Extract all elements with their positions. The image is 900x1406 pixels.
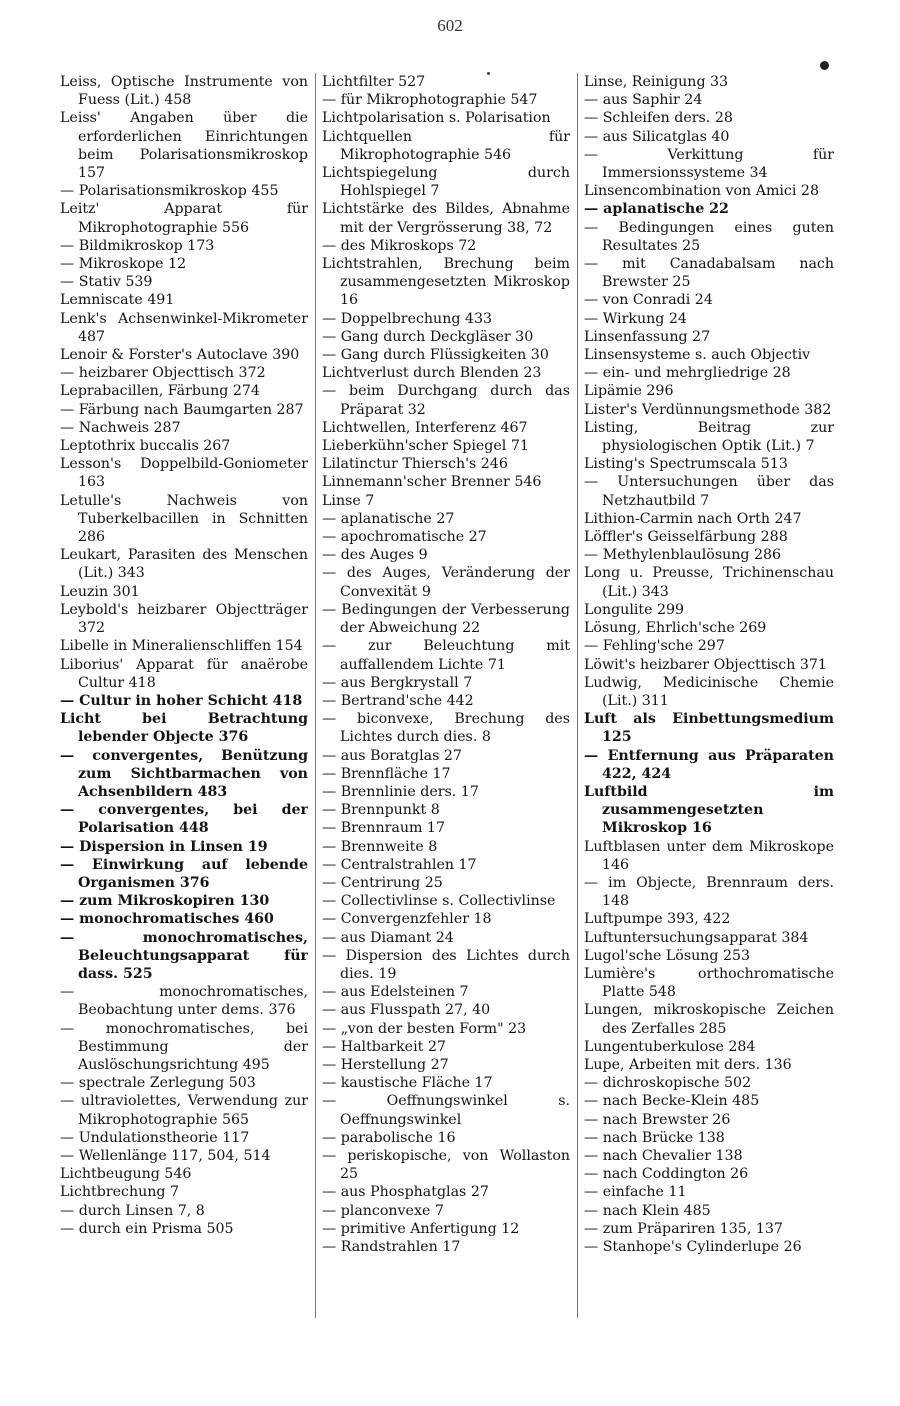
index-entry: — Brennfläche 17 [322, 765, 451, 782]
index-entry: — aus Boratglas 27 [322, 747, 462, 764]
index-entry: Linse, Reinigung 33 [584, 74, 729, 90]
index-entry: Lemniscate 491 [60, 292, 175, 309]
index-entry: Luftbild im zusammengesetzten Mikroskop 16 [584, 783, 834, 837]
index-entry: Lieberkühn'scher Spiegel 71 [322, 438, 529, 455]
index-entry: Löffler's Geisselfärbung 288 [584, 529, 788, 546]
index-entry: — monochromatisches, Beleuchtungsapparat für dass. 525 [60, 929, 308, 982]
index-entry: Lichtpolarisation s. Polarisation [322, 110, 551, 127]
index-entry: — aus Saphir 24 [584, 92, 703, 109]
index-entry: Linnemann'scher Brenner 546 [322, 474, 542, 491]
index-entry: Lichtstärke des Bildes, Abnahme mit der Vergrösserung 38, 72 [322, 201, 570, 236]
index-entry: — monochromatisches, bei Bestimmung der Auslöschungsrichtung 495 [60, 1020, 308, 1073]
index-entry: — Mikroskope 12 [60, 256, 187, 273]
index-entry: — biconvexe, Brechung des Lichtes durch dies. 8 [322, 711, 570, 746]
index-entry: — convergentes, Benützung zum Sichtbarmachen von Achsenbildern 483 [60, 747, 308, 800]
index-entry: — nach Klein 485 [584, 1202, 711, 1219]
index-entry: — heizbarer Objecttisch 372 [60, 365, 266, 382]
index-entry: Lenk's Achsenwinkel-Mikrometer 487 [60, 310, 308, 345]
index-entry: — Brennpunkt 8 [322, 802, 440, 819]
index-entry: — aus Phosphatglas 27 [322, 1184, 489, 1201]
index-entry: — aus Edelsteinen 7 [322, 984, 469, 1001]
index-entry: — Stanhope's Cylinderlupe 26 [584, 1239, 802, 1255]
index-entry: Leuzin 301 [60, 583, 140, 600]
index-entry: Lesson's Doppelbild-Goniometer 163 [60, 456, 308, 491]
index-entry: Longulite 299 [584, 601, 685, 618]
index-entry: Lichtspiegelung durch Hohlspiegel 7 [322, 165, 570, 200]
index-entry: Leukart, Parasiten des Menschen (Lit.) 343 [60, 547, 308, 582]
index-entry: Lithion-Carmin nach Orth 247 [584, 510, 802, 527]
index-entry: Leprabacillen, Färbung 274 [60, 383, 260, 400]
index-entry: Lichtverlust durch Blenden 23 [322, 365, 542, 382]
index-entry: — Centrirung 25 [322, 874, 443, 891]
index-entry: Luftblasen unter dem Mikroskope 146 [584, 838, 834, 873]
index-entry: Lichtbeugung 546 [60, 1166, 192, 1183]
index-entry: — Stativ 539 [60, 274, 153, 291]
index-entry: — Collectivlinse s. Collectivlinse [322, 893, 556, 910]
index-entry: — Haltbarkeit 27 [322, 1038, 446, 1055]
column-divider [315, 73, 316, 1318]
index-entry: — Bertrand'sche 442 [322, 692, 474, 709]
index-entry: — Dispersion in Linsen 19 [60, 838, 268, 855]
index-entry: — Fehling'sche 297 [584, 638, 725, 655]
index-entry: Luftuntersuchungsapparat 384 [584, 929, 809, 946]
index-entry: — „von der besten Form" 23 [322, 1020, 527, 1037]
index-entry: — Convergenzfehler 18 [322, 911, 492, 928]
index-entry: Lichtbrechung 7 [60, 1184, 179, 1201]
index-entry: — aus Diamant 24 [322, 929, 454, 946]
index-entry: — parabolische 16 [322, 1129, 456, 1146]
index-entry: Letulle's Nachweis von Tuberkelbacillen in Schnitten 286 [60, 492, 308, 546]
index-entry: — Doppelbrechung 433 [322, 310, 493, 327]
index-entry: Linsencombination von Amici 28 [584, 183, 819, 200]
index-entry: Linsensysteme s. auch Objectiv [584, 347, 811, 364]
index-entry: — Brennlinie ders. 17 [322, 783, 479, 800]
index-entry: — für Mikrophotographie 547 [322, 92, 538, 109]
index-entry: Lenoir & Forster's Autoclave 390 [60, 347, 300, 364]
index-entry: — aus Flusspath 27, 40 [322, 1002, 491, 1019]
index-entry: Lichtfilter 527 [322, 74, 426, 90]
index-entry: — Nachweis 287 [60, 419, 181, 436]
index-entry: Linsenfassung 27 [584, 328, 711, 345]
index-column-1 [60, 73, 308, 1323]
index-entry: — Oeffnungswinkel s. Oeffnungswinkel [322, 1093, 570, 1128]
index-entry: Listing, Beitrag zur physiologischen Optik (Lit.) 7 [584, 419, 834, 455]
index-entry: — nach Brücke 138 [584, 1129, 725, 1146]
ink-smudge [820, 61, 829, 70]
index-entry: — Verkittung für Immersionssysteme 34 [584, 146, 834, 182]
index-entry: — des Auges, Veränderung der Convexität 9 [322, 565, 570, 600]
index-entry: Lichtwellen, Interferenz 467 [322, 419, 528, 436]
index-entry: — convergentes, bei der Polarisation 448 [60, 802, 308, 837]
index-entry: Lilatinctur Thiersch's 246 [322, 456, 508, 473]
index-entry: — im Objecte, Brennraum ders. 148 [584, 874, 834, 910]
index-entry: Lungen, mikroskopische Zeichen des Zerfalles 285 [584, 1002, 834, 1037]
index-entry: — Färbung nach Baumgarten 287 [60, 401, 304, 418]
index-entry: Leptothrix buccalis 267 [60, 438, 231, 455]
index-entry: Lupe, Arbeiten mit ders. 136 [584, 1056, 792, 1073]
index-column-3 [584, 73, 834, 1323]
index-entry: — Undulationstheorie 117 [60, 1129, 250, 1146]
index-entry: Lösung, Ehrlich'sche 269 [584, 620, 767, 637]
index-entry: Licht bei Betrachtung lebender Objecte 376 [60, 711, 308, 746]
index-entry: — Bildmikroskop 173 [60, 237, 215, 254]
index-entry: — apochromatische 27 [322, 529, 487, 546]
index-entry: — des Mikroskops 72 [322, 237, 477, 254]
index-entry: Lister's Verdünnungsmethode 382 [584, 401, 832, 418]
index-entry: — nach Chevalier 138 [584, 1147, 743, 1164]
index-entry: — Entfernung aus Präparaten 422, 424 [584, 747, 834, 782]
index-entry: — Randstrahlen 17 [322, 1239, 461, 1255]
index-entry: — nach Becke-Klein 485 [584, 1093, 760, 1110]
index-entry: — planconvexe 7 [322, 1202, 444, 1219]
index-entry: — durch ein Prisma 505 [60, 1220, 234, 1237]
index-entry: — von Conradi 24 [584, 292, 713, 309]
index-entry: Löwit's heizbarer Objecttisch 371 [584, 656, 827, 673]
index-entry: — Gang durch Deckgläser 30 [322, 328, 534, 345]
index-entry: — Bedingungen der Verbesserung der Abweichung 22 [322, 601, 570, 637]
index-entry: Listing's Spectrumscala 513 [584, 456, 788, 473]
index-entry: Leiss, Optische Instrumente von Fuess (Lit.) 458 [60, 74, 308, 109]
index-entry: — Wellenlänge 117, 504, 514 [60, 1147, 271, 1164]
index-entry: Luft als Einbettungsmedium 125 [584, 711, 834, 746]
index-entry: Leiss' Angaben über die erforderlichen Einrichtungen beim Polarisationsmikroskop 157 [60, 110, 308, 182]
index-entry: — nach Coddington 26 [584, 1166, 749, 1183]
index-entry: Lumière's orthochromatische Platte 548 [584, 965, 834, 1001]
index-entry: — kaustische Fläche 17 [322, 1075, 493, 1092]
index-entry: — primitive Anfertigung 12 [322, 1220, 520, 1237]
index-entry: — aus Bergkrystall 7 [322, 674, 473, 691]
index-entry: Lugol'sche Lösung 253 [584, 947, 751, 964]
index-entry: — Untersuchungen über das Netzhautbild 7 [584, 474, 834, 509]
index-entry: — Bedingungen eines guten Resultates 25 [584, 219, 834, 254]
index-entry: Lipämie 296 [584, 383, 674, 400]
index-entry: — aplanatische 22 [584, 201, 729, 218]
index-entry: — zum Präpariren 135, 137 [584, 1220, 783, 1237]
index-entry: — Brennraum 17 [322, 820, 445, 837]
index-entry: Lichtquellen für Mikrophotographie 546 [322, 128, 570, 163]
index-entry: — Polarisationsmikroskop 455 [60, 183, 279, 200]
column-divider [577, 73, 578, 1318]
index-entry: — periskopische, von Wollaston 25 [322, 1147, 570, 1183]
index-entry: Lungentuberkulose 284 [584, 1038, 756, 1055]
index-entry: — Gang durch Flüssigkeiten 30 [322, 347, 549, 364]
index-entry: — spectrale Zerlegung 503 [60, 1075, 256, 1092]
index-entry: — Wirkung 24 [584, 310, 687, 327]
index-entry: — monochromatisches, Beobachtung unter dems. 376 [60, 984, 308, 1019]
index-entry: — zur Beleuchtung mit auffallendem Lichte 71 [322, 638, 570, 673]
index-entry: Lichtstrahlen, Brechung beim zusammengesetzten Mikroskop 16 [322, 256, 570, 309]
index-column-2 [322, 73, 570, 1323]
index-entry: Luftpumpe 393, 422 [584, 911, 731, 928]
index-entry: — Centralstrahlen 17 [322, 856, 477, 873]
index-entry: Linse 7 [322, 492, 375, 509]
index-entry: — zum Mikroskopiren 130 [60, 893, 270, 910]
index-entry: Liborius' Apparat für anaërobe Cultur 418 [60, 656, 308, 691]
index-entry: Ludwig, Medicinische Chemie (Lit.) 311 [584, 674, 834, 709]
index-entry: — monochromatisches 460 [60, 911, 274, 928]
index-entry: Leybold's heizbarer Objectträger 372 [60, 601, 308, 637]
index-entry: — mit Canadabalsam nach Brewster 25 [584, 256, 834, 291]
index-entry: — ultraviolettes, Verwendung zur Mikrophotographie 565 [60, 1093, 308, 1128]
index-entry: — ein- und mehrgliedrige 28 [584, 365, 791, 382]
index-entry: Leitz' Apparat für Mikrophotographie 556 [60, 201, 308, 236]
index-entry: — des Auges 9 [322, 547, 428, 564]
index-entry: — dichroskopische 502 [584, 1075, 752, 1092]
index-entry: — Herstellung 27 [322, 1056, 449, 1073]
index-entry: — Schleifen ders. 28 [584, 110, 733, 127]
index-entry: — beim Durchgang durch das Präparat 32 [322, 383, 570, 418]
index-entry: Libelle in Mineralienschliffen 154 [60, 638, 303, 655]
index-entry: — aus Silicatglas 40 [584, 128, 730, 145]
index-entry: — Methylenblaulösung 286 [584, 547, 782, 564]
index-entry: — Brennweite 8 [322, 838, 438, 855]
index-entry: — aplanatische 27 [322, 510, 455, 527]
index-entry: — einfache 11 [584, 1184, 687, 1201]
index-entry: — Einwirkung auf lebende Organismen 376 [60, 856, 308, 891]
index-entry: — nach Brewster 26 [584, 1111, 731, 1128]
index-entry: Long u. Preusse, Trichinenschau (Lit.) 343 [584, 565, 834, 600]
page-number: 602 [437, 16, 463, 35]
index-entry: — durch Linsen 7, 8 [60, 1202, 205, 1219]
index-entry: — Cultur in hoher Schicht 418 [60, 692, 303, 709]
index-entry: — Dispersion des Lichtes durch dies. 19 [322, 947, 570, 982]
